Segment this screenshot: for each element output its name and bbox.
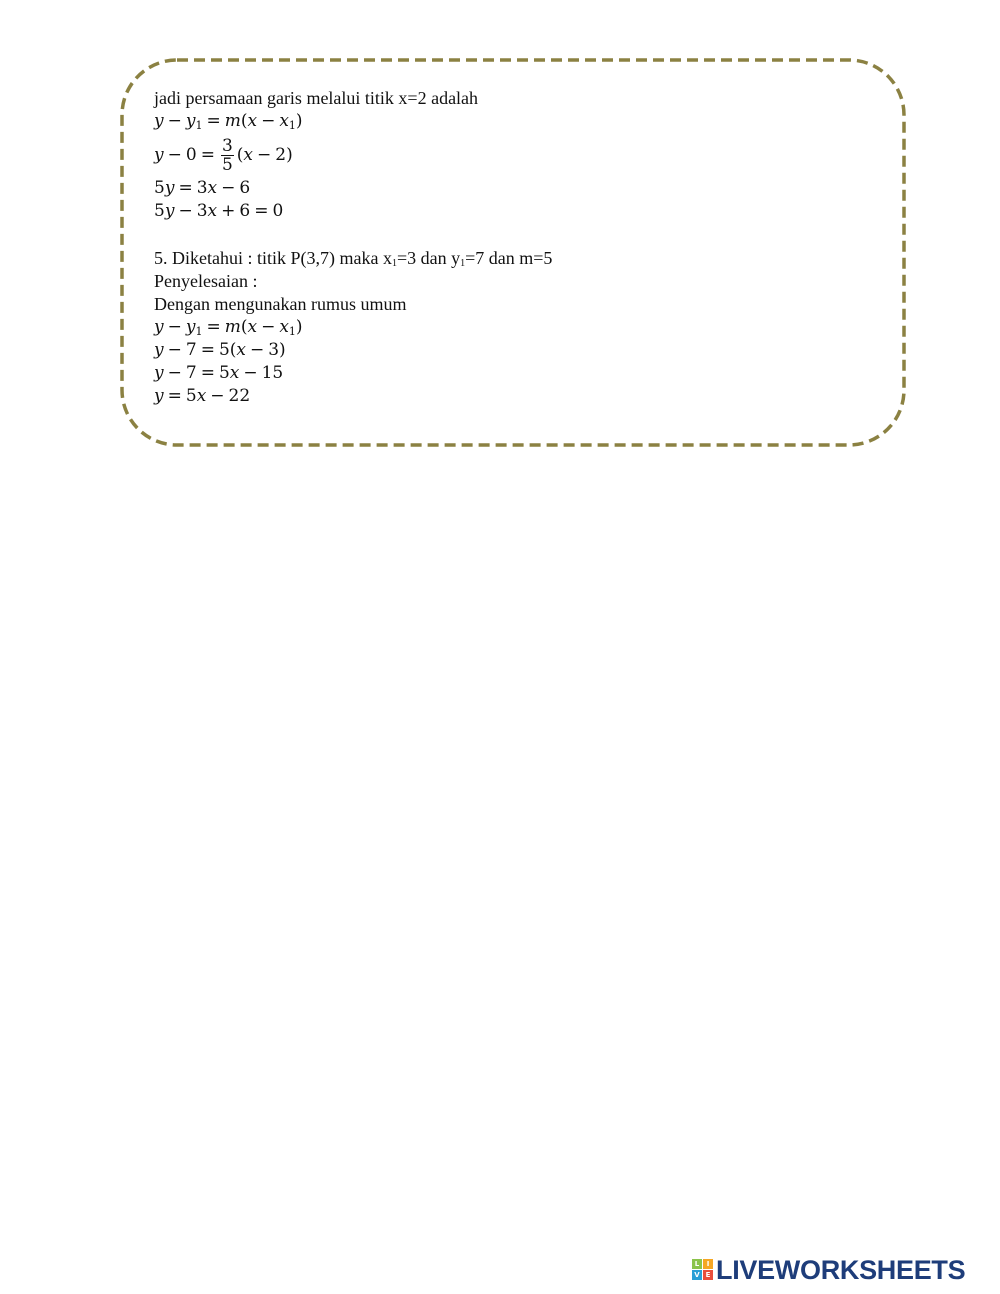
logo-mark-v: V xyxy=(692,1270,702,1280)
equation-step-1: y − 7 = 5(x − 3) xyxy=(154,340,286,360)
problem-5-given: 5. Diketahui : titik P(3,7) maka x1=3 dan y1=7 dan m=5 xyxy=(154,248,553,269)
solution-label: Penyelesaian : xyxy=(154,271,258,291)
equation-general-form-2: $y - y_1 = m(x - x_1)$ xyxy=(154,317,303,338)
intro-text: jadi persamaan garis melalui titik x=2 adalah xyxy=(154,88,479,108)
equation-step-2: y − 7 = 5x − 15 xyxy=(154,363,284,383)
equation-substituted-fraction: y − 0 = $\frac{3}{5}$ ( x − 2) xyxy=(154,135,293,175)
logo-mark-e: E xyxy=(703,1270,713,1280)
logo-mark-l: L xyxy=(692,1259,702,1269)
fraction-three-fifths: $\frac{3}{5}$ xyxy=(221,135,233,175)
logo-mark-icon xyxy=(692,1259,714,1281)
equation-result-1: 5y − 3x + 6 = 0 xyxy=(154,201,284,221)
worksheet-content xyxy=(154,87,874,408)
equation-multiplied: 5y = 3x − 6 xyxy=(154,178,251,198)
method-label: Dengan mengunakan rumus umum xyxy=(154,294,407,314)
equation-final: y = 5x − 22 xyxy=(154,386,251,406)
logo-text: LIVEWORKSHEETS xyxy=(716,1255,966,1285)
liveworksheets-logo xyxy=(692,1256,965,1284)
equation-general-form: $y - y_1 = m(x - x_1)$ xyxy=(154,111,303,132)
logo-mark-i: I xyxy=(703,1259,713,1269)
